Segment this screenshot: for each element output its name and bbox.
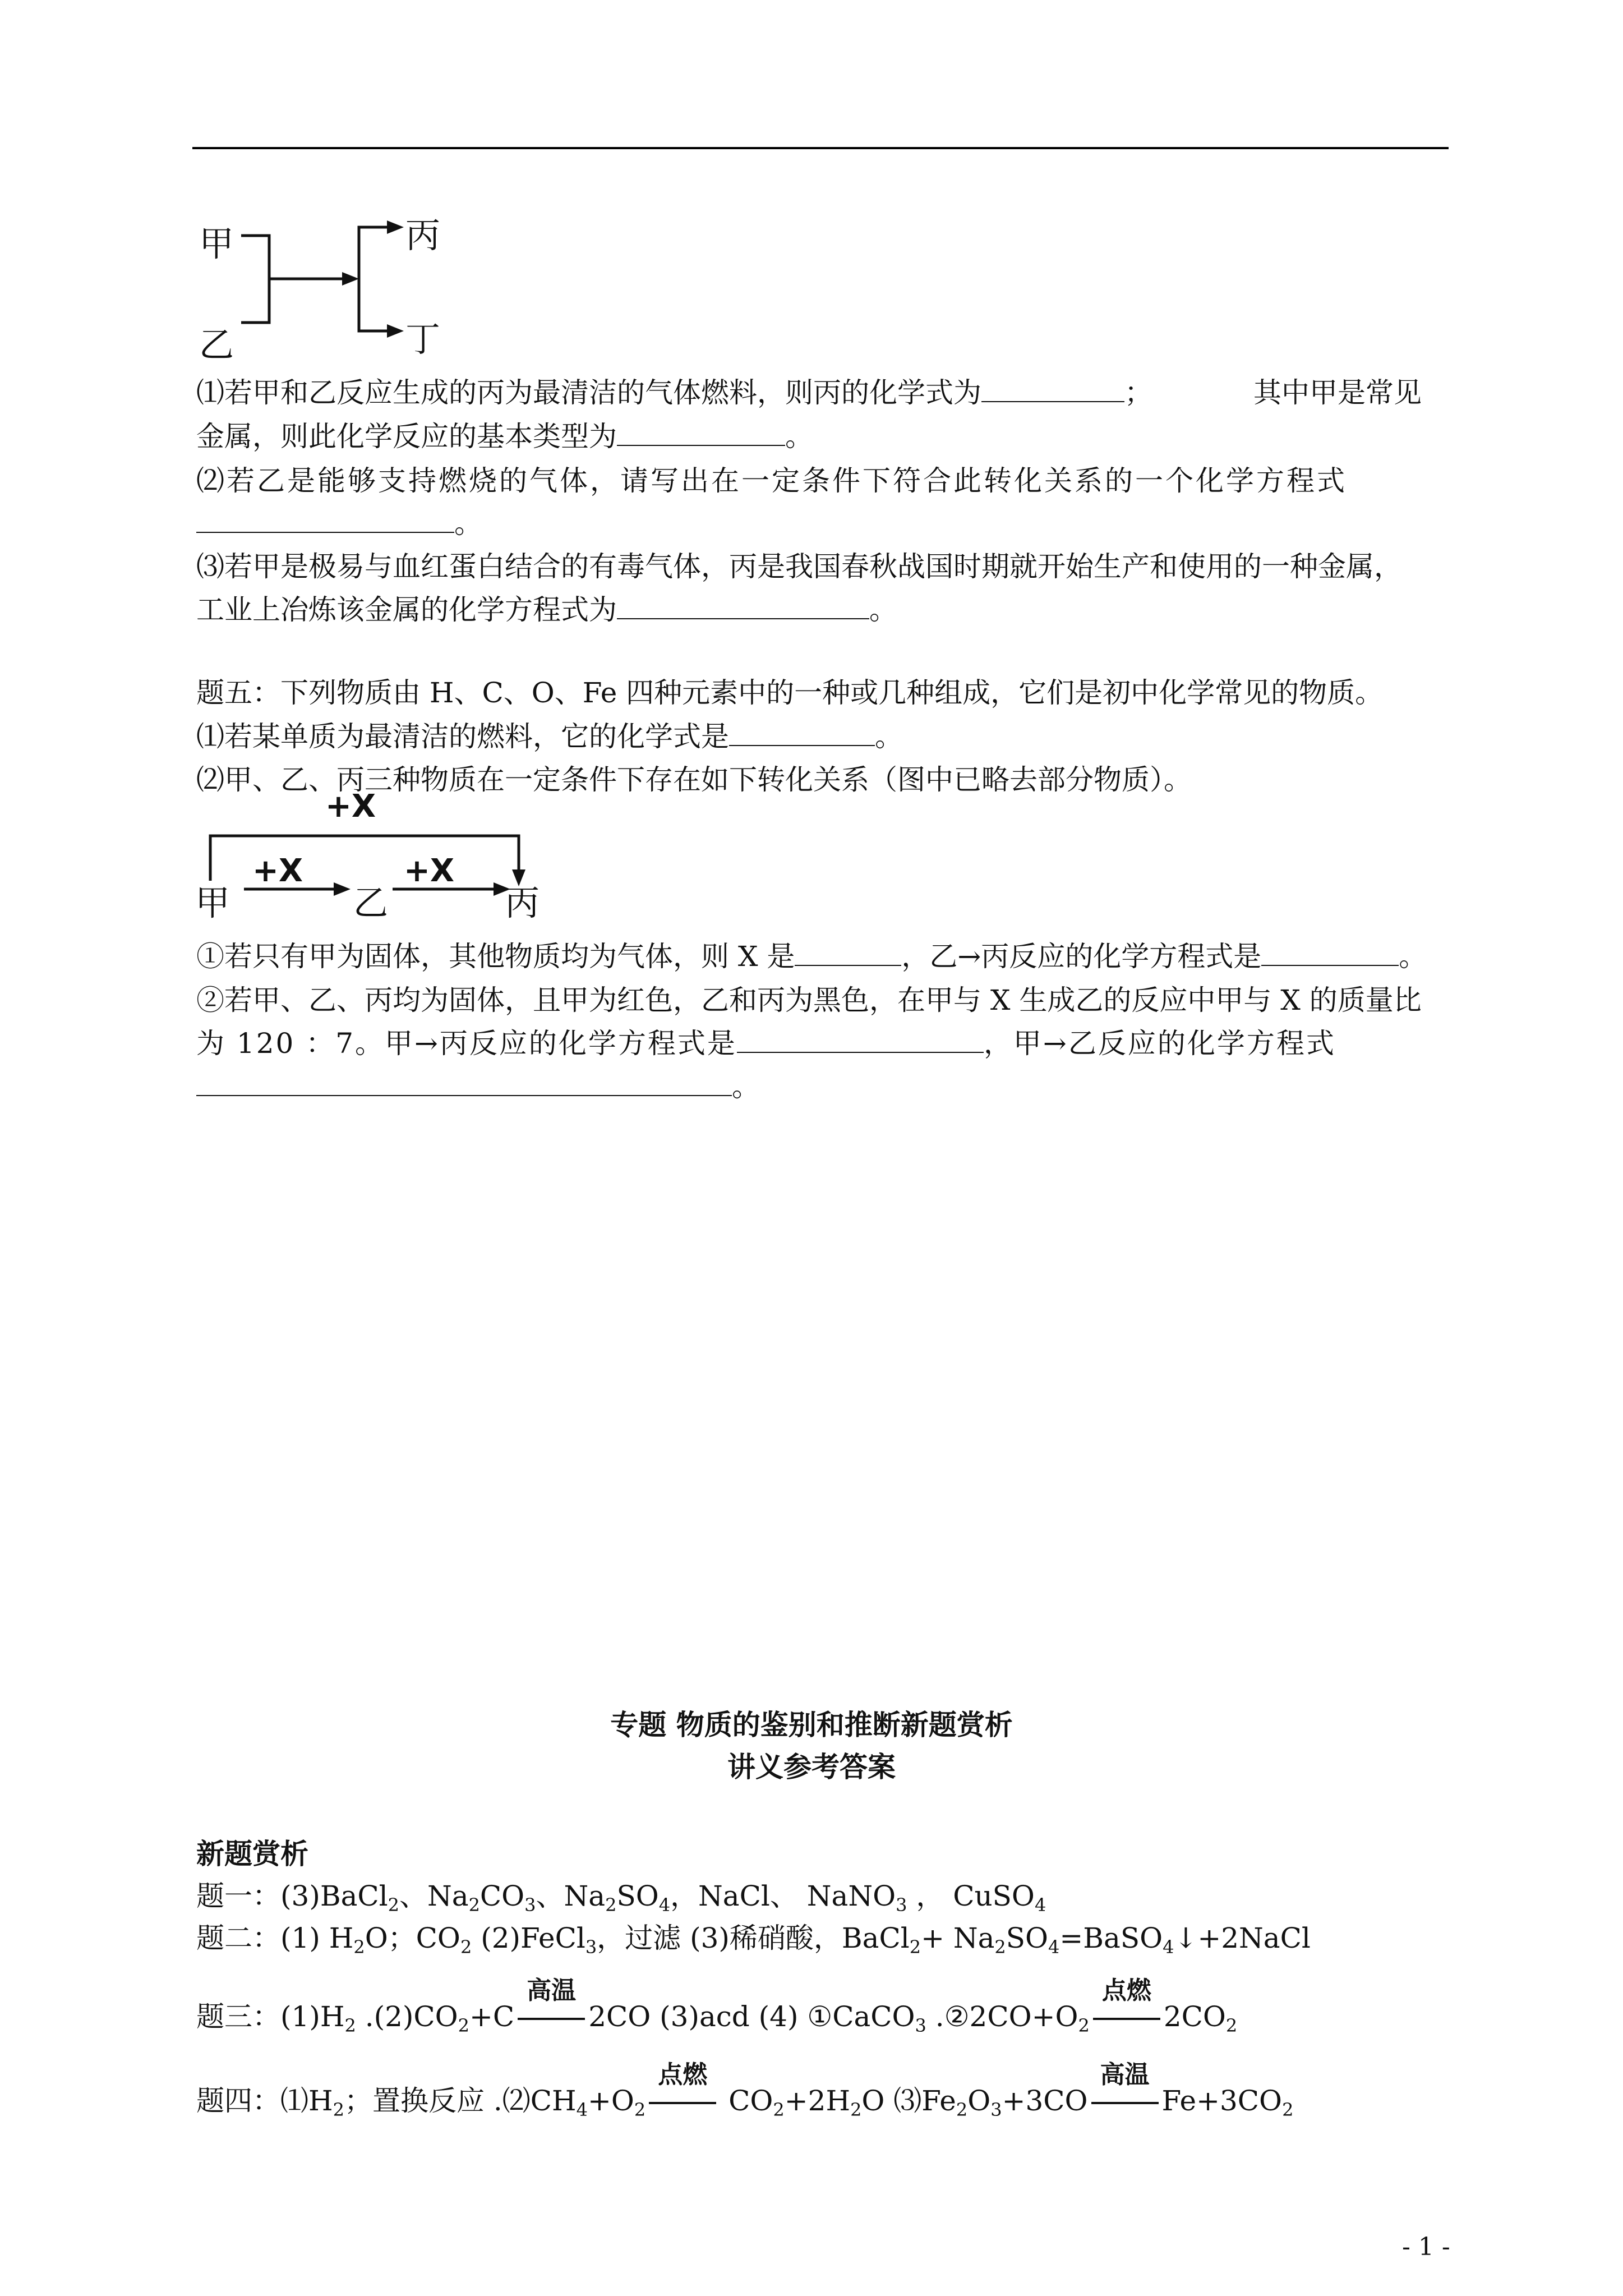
answer-q1: 题一：(3)BaCl$_2$、$Na_2CO_3$、$Na_2SO_4$，NaCl、 NaNO$_3$ ， CuSO$_4$	[196, 1880, 1046, 1916]
q5-line-2: ⑴若某单质为最清洁的燃料，它的化学式是 。	[196, 717, 1448, 756]
answer-blank	[1261, 938, 1399, 966]
q4-line-5: ⑶若甲是极易与血红蛋白结合的有毒气体，丙是我国春秋战国时期就开始生产和使用的一种金属，	[196, 550, 1402, 583]
answers-section-heading: 新题赏析	[196, 1838, 308, 1870]
diagram-1-node-a: 甲	[199, 223, 234, 264]
condition-high-temp: 高温	[514, 1997, 588, 2036]
condition-ignite: 点燃	[645, 2081, 720, 2120]
q4-line-4: 。	[196, 504, 1448, 543]
q4-line-1: ⑴若甲和乙反应生成的丙为最清洁的气体燃料，则丙的化学式为 ； 其中甲是常见	[196, 373, 1448, 412]
q5-line-5: ②若甲、乙、丙均为固体，且甲为红色，乙和丙为黑色，在甲与 X 生成乙的反应中甲与 X 的质量比	[196, 984, 1422, 1016]
page-number: - 1 -	[1402, 2233, 1450, 2261]
answer-blank	[795, 938, 901, 966]
q4-line-3: ⑵若乙是能够支持燃烧的气体，请写出在一定条件下符合此转化关系的一个化学方程式	[196, 464, 1347, 497]
diagram-2-node-a: 甲	[195, 882, 230, 923]
answer-blank	[737, 1025, 984, 1053]
condition-high-temp: 高温	[1088, 2081, 1162, 2120]
q5-line-7: 。	[196, 1067, 1448, 1106]
answer-blank	[981, 374, 1124, 402]
diagram-2-top-plus-x: +X	[325, 788, 376, 825]
q5-line-1: 题五：下列物质由 H、C、O、Fe 四种元素中的一种或几种组成，它们是初中化学常见的物质。	[196, 677, 1384, 709]
diagram-2-node-c: 丙	[505, 882, 540, 923]
diagram-2-node-b: 乙	[353, 882, 389, 923]
answer-blank	[617, 418, 785, 446]
answer-q2: 题二：(1) $H_2O$；$CO_2$ (2)FeCl$_3$，过滤 (3)稀硝酸，BaCl$_2$+ $Na_2SO_4=BaSO_4↓+2NaCl$	[196, 1922, 1311, 1958]
header-rule	[192, 147, 1449, 149]
diagram-1-node-c: 丙	[405, 215, 441, 256]
answer-blank	[617, 591, 869, 619]
answer-q4: 题四：$⑴H_2$；置换反应 $.⑵CH_4+O_2$ 点燃 $CO_2+2H_2O$ $⑶Fe_2O_3+3CO$ 高温 $Fe+3CO_2$	[196, 2060, 1294, 2120]
diagram-1-node-d: 丁	[405, 319, 441, 360]
q5-line-3: ⑵甲、乙、丙三种物质在一定条件下存在如下转化关系（图中已略去部分物质）。	[196, 763, 1192, 796]
diagram-2-plus-x-1: +X	[252, 853, 303, 889]
answer-q3: 题三：$(1)H_2$ $.(2)CO_2+C$ 高温 2CO (3)acd (4) ①CaCO$_3$ $.②2CO+O_2$ 点燃 $2CO_2$	[196, 1976, 1238, 2036]
diagram-2-plus-x-2: +X	[404, 853, 455, 889]
answer-blank	[196, 505, 454, 533]
condition-ignite: 点燃	[1090, 1997, 1164, 2036]
q4-line-6: 工业上冶炼该金属的化学方程式为 。	[196, 590, 1448, 629]
q5-line-4: ①若只有甲为固体，其他物质均为气体，则 X 是 ，乙→丙反应的化学方程式是 。	[196, 937, 1448, 976]
q5-line-6: 为 120 ：7。甲→丙反应的化学方程式是 ，甲→乙反应的化学方程式	[196, 1024, 1448, 1063]
answer-blank	[729, 718, 875, 746]
answer-blank	[196, 1068, 732, 1096]
q4-line-2: 金属，则此化学反应的基本类型为 。	[196, 417, 1448, 456]
answers-title: 专题 物质的鉴别和推断新题赏析	[610, 1709, 1013, 1741]
answers-subtitle: 讲义参考答案	[727, 1751, 896, 1783]
diagram-1-node-b: 乙	[199, 324, 234, 365]
